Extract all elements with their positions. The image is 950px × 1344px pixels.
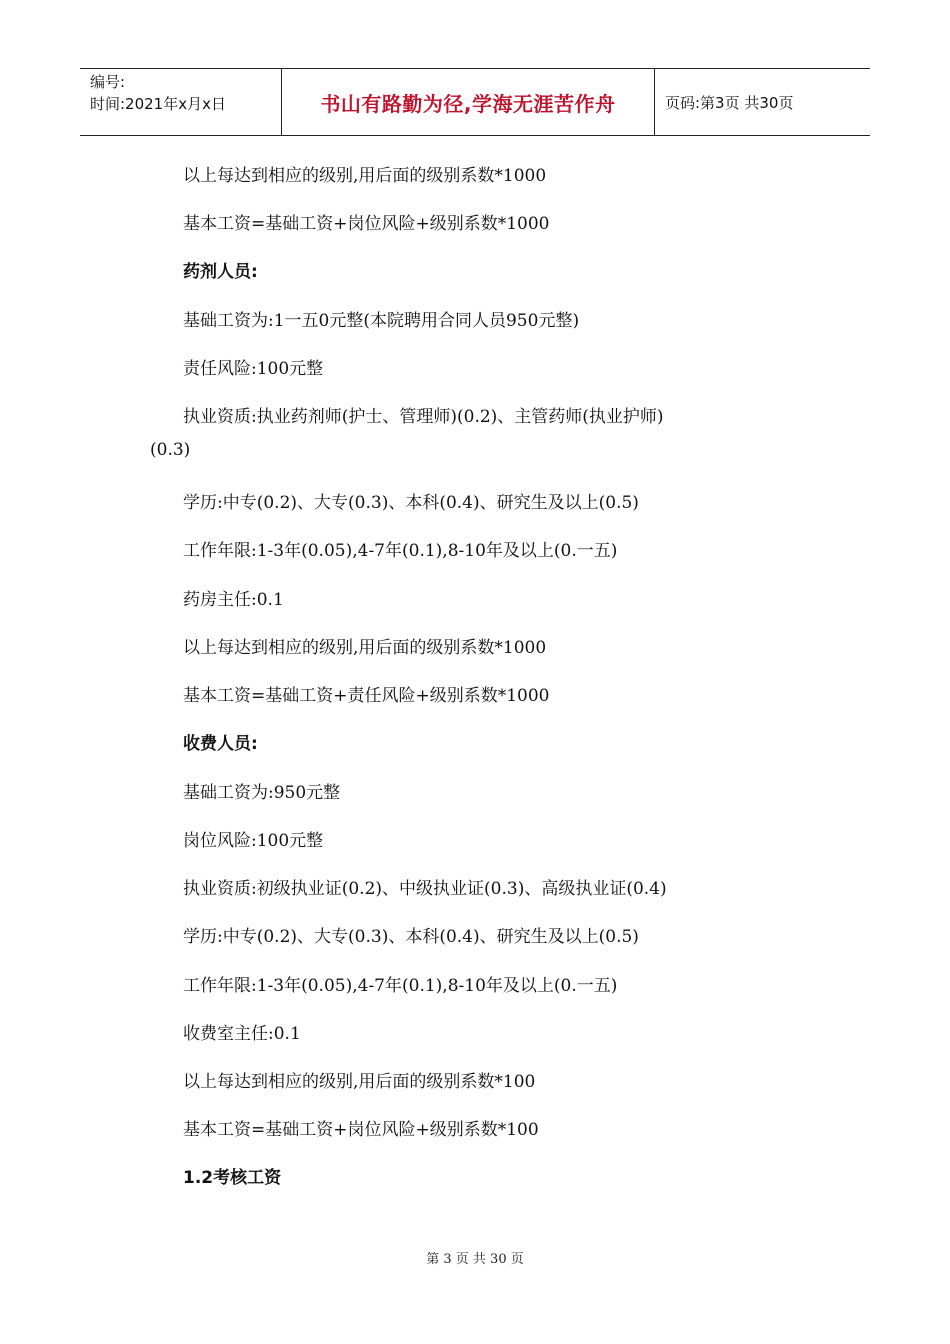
body-text-line: 执业资质:执业药剂师(护士、管理师)(0.2)、主管药师(执业护师) [183, 407, 664, 427]
body-text-line: 收费室主任:0.1 [183, 1024, 301, 1044]
body-text-line: 岗位风险:100元整 [183, 831, 324, 851]
body-text-line: 执业资质:初级执业证(0.2)、中级执业证(0.3)、高级执业证(0.4) [183, 879, 667, 899]
header-motto-cell [282, 69, 655, 135]
header-page-info: 页码:第3页 共30页 [665, 93, 794, 112]
body-text-line: 学历:中专(0.2)、大专(0.3)、本科(0.4)、研究生及以上(0.5) [183, 493, 639, 513]
body-text-line: 以上每达到相应的级别,用后面的级别系数*100 [183, 1072, 536, 1092]
document-date: 时间:2021年x月x日 [90, 95, 226, 113]
body-text-line: 以上每达到相应的级别,用后面的级别系数*1000 [183, 166, 547, 186]
body-text-line: 药房主任:0.1 [183, 590, 284, 610]
body-text-line: (0.3) [150, 440, 191, 460]
document-number-label: 编号: [90, 73, 126, 91]
body-text-line: 学历:中专(0.2)、大专(0.3)、本科(0.4)、研究生及以上(0.5) [183, 927, 639, 947]
section-heading: 药剂人员: [183, 262, 258, 282]
body-text-line: 基本工资=基础工资+责任风险+级别系数*1000 [183, 686, 550, 706]
body-text-line: 基本工资=基础工资+岗位风险+级别系数*100 [183, 1120, 539, 1140]
footer-page-number: 第 3 页 共 30 页 [426, 1252, 524, 1267]
body-text-line: 工作年限:1-3年(0.05),4-7年(0.1),8-10年及以上(0.一五) [183, 541, 618, 561]
body-text-line: 基本工资=基础工资+岗位风险+级别系数*1000 [183, 214, 550, 234]
section-heading: 1.2考核工资 [183, 1168, 282, 1188]
body-text-line: 责任风险:100元整 [183, 359, 324, 379]
section-heading: 收费人员: [183, 734, 258, 754]
body-text-line: 工作年限:1-3年(0.05),4-7年(0.1),8-10年及以上(0.一五) [183, 976, 618, 996]
header-motto: 书山有路勤为径,学海无涯苦作舟 [320, 91, 616, 116]
page-footer [0, 1248, 950, 1267]
page-header [80, 68, 870, 136]
header-page-cell [655, 69, 870, 135]
body-text-line: 基础工资为:1一五0元整(本院聘用合同人员950元整) [183, 311, 580, 331]
body-text-line: 基础工资为:950元整 [183, 783, 341, 803]
body-text-line: 以上每达到相应的级别,用后面的级别系数*1000 [183, 638, 547, 658]
header-info-cell [80, 69, 282, 135]
